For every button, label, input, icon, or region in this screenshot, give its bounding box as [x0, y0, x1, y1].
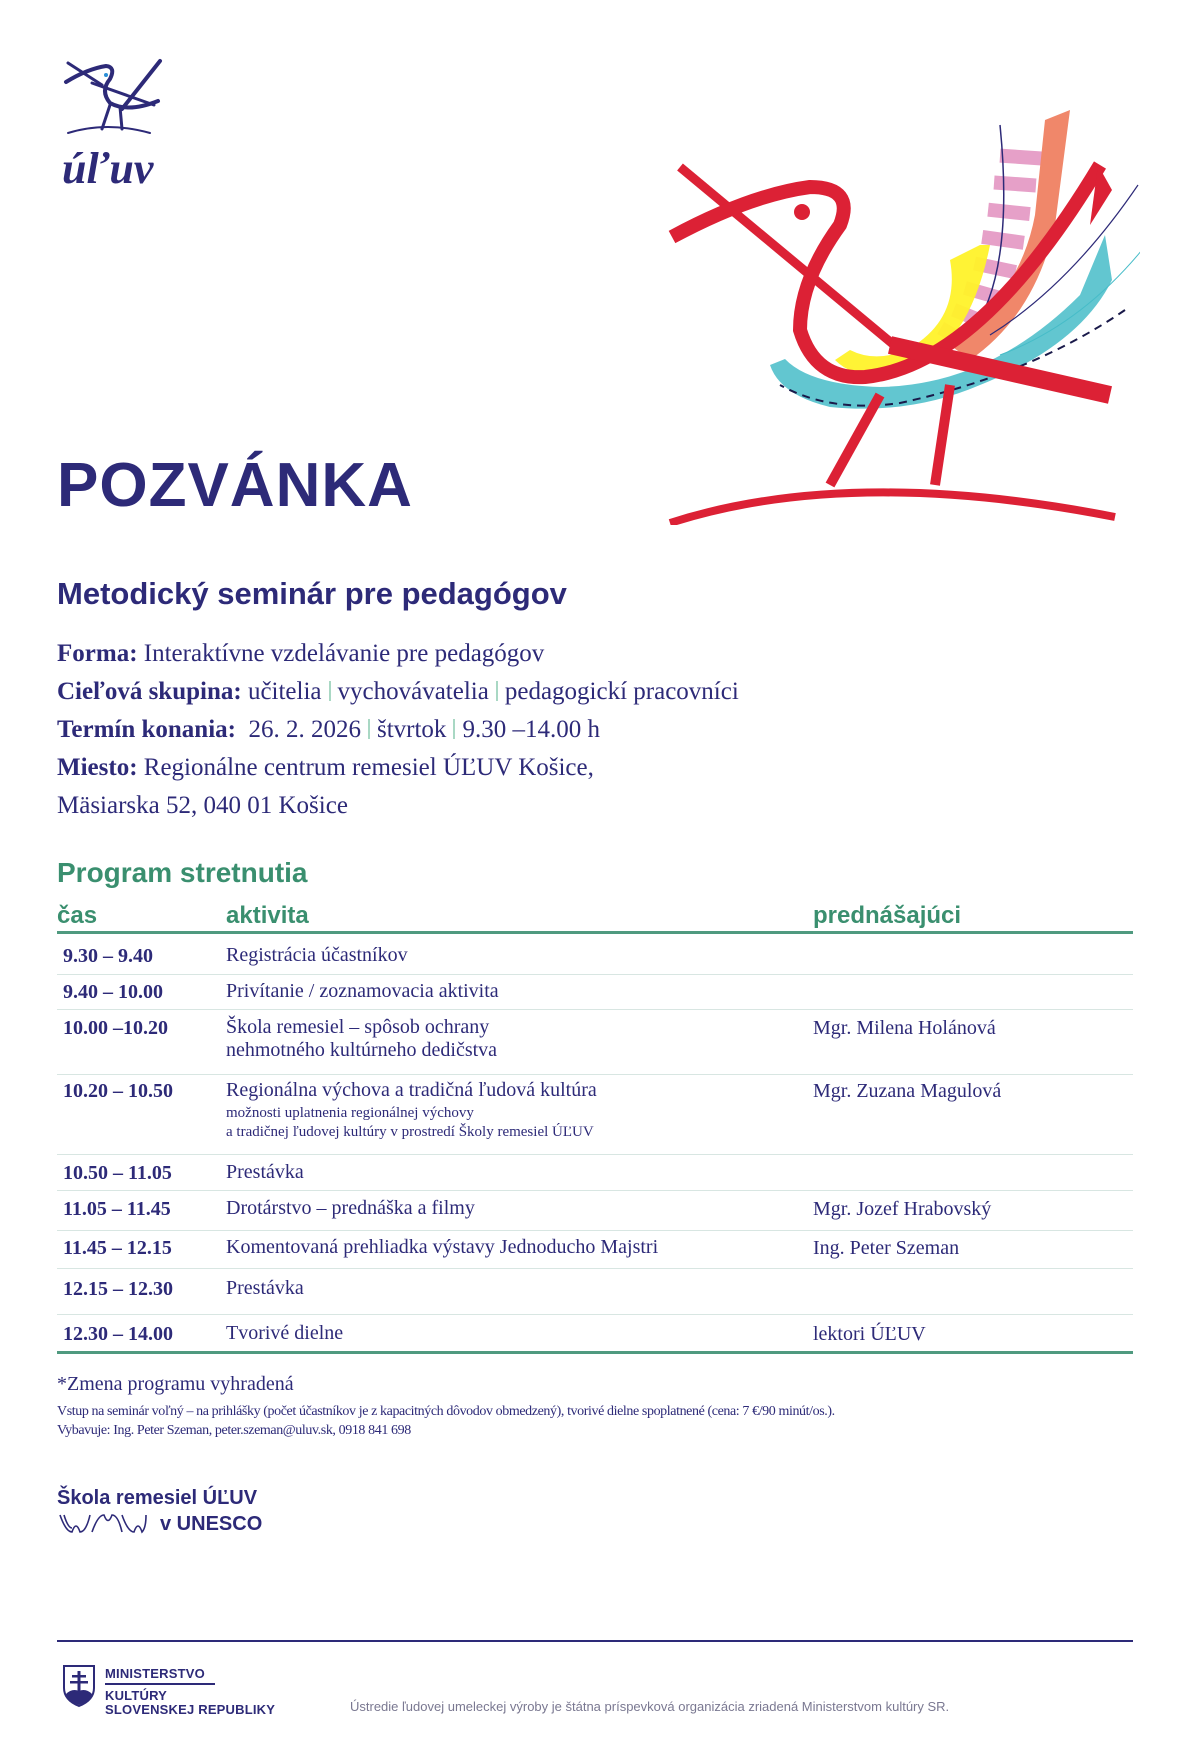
row-divider — [57, 1190, 1133, 1191]
row-activity: Regionálna výchova a tradičná ľudová kultúra — [226, 1079, 597, 1101]
row-activity: Registrácia účastníkov — [226, 944, 408, 966]
uluv-logo — [62, 55, 172, 190]
day-value: štvrtok — [376, 716, 447, 743]
row-activity-line2: nehmotného kultúrneho dedičstva — [226, 1039, 498, 1061]
place-label: Miesto: — [57, 754, 138, 781]
separator — [496, 681, 498, 701]
row-time: 9.40 – 10.00 — [63, 981, 163, 1003]
row-divider — [57, 1074, 1133, 1075]
row-time: 10.20 – 10.50 — [63, 1080, 173, 1102]
date-value: 26. 2. 2026 — [248, 716, 361, 743]
row-activity: Škola remesiel – spôsob ochrany — [226, 1016, 490, 1038]
seminar-subtitle: Metodický seminár pre pedagógov — [57, 576, 567, 611]
unesco-line1: Škola remesiel ÚĽUV — [57, 1487, 258, 1509]
table-bottom-rule — [57, 1351, 1133, 1354]
row-speaker: Ing. Peter Szeman — [813, 1237, 960, 1259]
forma-label: Forma: — [57, 640, 138, 667]
row-speaker: Mgr. Jozef Hrabovský — [813, 1198, 992, 1220]
unesco-line2: v UNESCO — [160, 1513, 263, 1535]
date-label: Termín konania: — [57, 716, 236, 743]
row-activity: Tvorivé dielne — [226, 1322, 344, 1344]
page-title: POZVÁNKA — [57, 451, 413, 520]
row-time: 11.45 – 12.15 — [63, 1237, 172, 1259]
target-group-value: pedagogickí pracovníci — [504, 678, 739, 705]
logo-text: úľuv — [62, 144, 154, 190]
header-rule — [57, 931, 1133, 934]
row-time: 11.05 – 11.45 — [63, 1198, 171, 1220]
row-activity: Komentovaná prehliadka výstavy Jednoducho Majstri — [226, 1236, 659, 1258]
target-group-value: učitelia — [247, 678, 322, 705]
info-date — [57, 717, 600, 742]
row-activity: Drotárstvo – prednáška a filmy — [226, 1197, 475, 1219]
separator — [453, 719, 455, 739]
column-header-speaker: prednášajúci — [813, 902, 962, 929]
unesco-ornament-icon — [58, 1512, 148, 1534]
row-time: 10.00 –10.20 — [63, 1017, 168, 1039]
target-group-value: vychovávatelia — [337, 678, 489, 705]
footer-statement: Ústredie ľudovej umeleckej výroby je štátna príspevková organizácia zriadená Ministerstvom kultúry SR. — [350, 1699, 950, 1714]
row-divider — [57, 1230, 1133, 1231]
contact-note: Vybavuje: Ing. Peter Szeman, peter.szeman@uluv.sk, 0918 841 698 — [57, 1423, 411, 1438]
row-activity: Privítanie / zoznamovacia aktivita — [226, 980, 499, 1002]
column-header-activity: aktivita — [226, 902, 309, 929]
row-speaker: Mgr. Zuzana Magulová — [813, 1080, 1002, 1102]
row-time: 10.50 – 11.05 — [63, 1162, 172, 1184]
target-group-label: Cieľová skupina: — [57, 678, 242, 705]
separator — [368, 719, 370, 739]
slovak-coat-of-arms-icon — [62, 1664, 96, 1708]
bird-logo-icon — [66, 61, 160, 133]
info-place — [57, 755, 594, 780]
row-divider — [57, 1009, 1133, 1010]
forma-value: Interaktívne vzdelávanie pre pedagógov — [143, 640, 545, 667]
row-activity: Prestávka — [226, 1161, 304, 1183]
row-time: 12.15 – 12.30 — [63, 1278, 173, 1300]
column-header-time: čas — [57, 902, 98, 929]
ministry-line3: SLOVENSKEJ REPUBLIKY — [105, 1702, 276, 1717]
footer-divider — [57, 1640, 1133, 1642]
row-divider — [57, 974, 1133, 975]
info-target-group — [57, 679, 739, 704]
info-forma — [57, 641, 544, 666]
row-time: 12.30 – 14.00 — [63, 1323, 173, 1345]
ministry-line1: MINISTERSTVO — [105, 1666, 205, 1681]
folk-bird-illustration — [650, 95, 1140, 525]
program-change-note: *Zmena programu vyhradená — [57, 1373, 294, 1395]
program-title: Program stretnutia — [57, 857, 308, 888]
row-divider — [57, 1154, 1133, 1155]
entry-note: Vstup na seminár voľný – na prihlášky (počet účastníkov je z kapacitných dôvodov obmedzený), tvorivé dielne spoplatnené (cena: 7 €/90 minút/os.). — [57, 1404, 835, 1419]
row-divider — [57, 1268, 1133, 1269]
time-value: 9.30 –14.00 h — [462, 716, 600, 743]
place-line2: Mäsiarska 52, 040 01 Košice — [57, 792, 348, 819]
row-activity: Prestávka — [226, 1277, 304, 1299]
ministry-line2: KULTÚRY — [105, 1688, 168, 1703]
separator — [329, 681, 331, 701]
row-time: 9.30 – 9.40 — [63, 945, 153, 967]
place-line1: Regionálne centrum remesiel ÚĽUV Košice, — [143, 754, 594, 781]
row-activity-sub: a tradičnej ľudovej kultúry v prostredí Školy remesiel ÚĽUV — [226, 1124, 594, 1140]
ministry-underline — [105, 1683, 215, 1685]
row-speaker: lektori ÚĽUV — [813, 1323, 926, 1345]
row-speaker: Mgr. Milena Holánová — [813, 1017, 996, 1039]
row-activity-sub: možnosti uplatnenia regionálnej výchovy — [226, 1105, 474, 1121]
row-divider — [57, 1314, 1133, 1315]
